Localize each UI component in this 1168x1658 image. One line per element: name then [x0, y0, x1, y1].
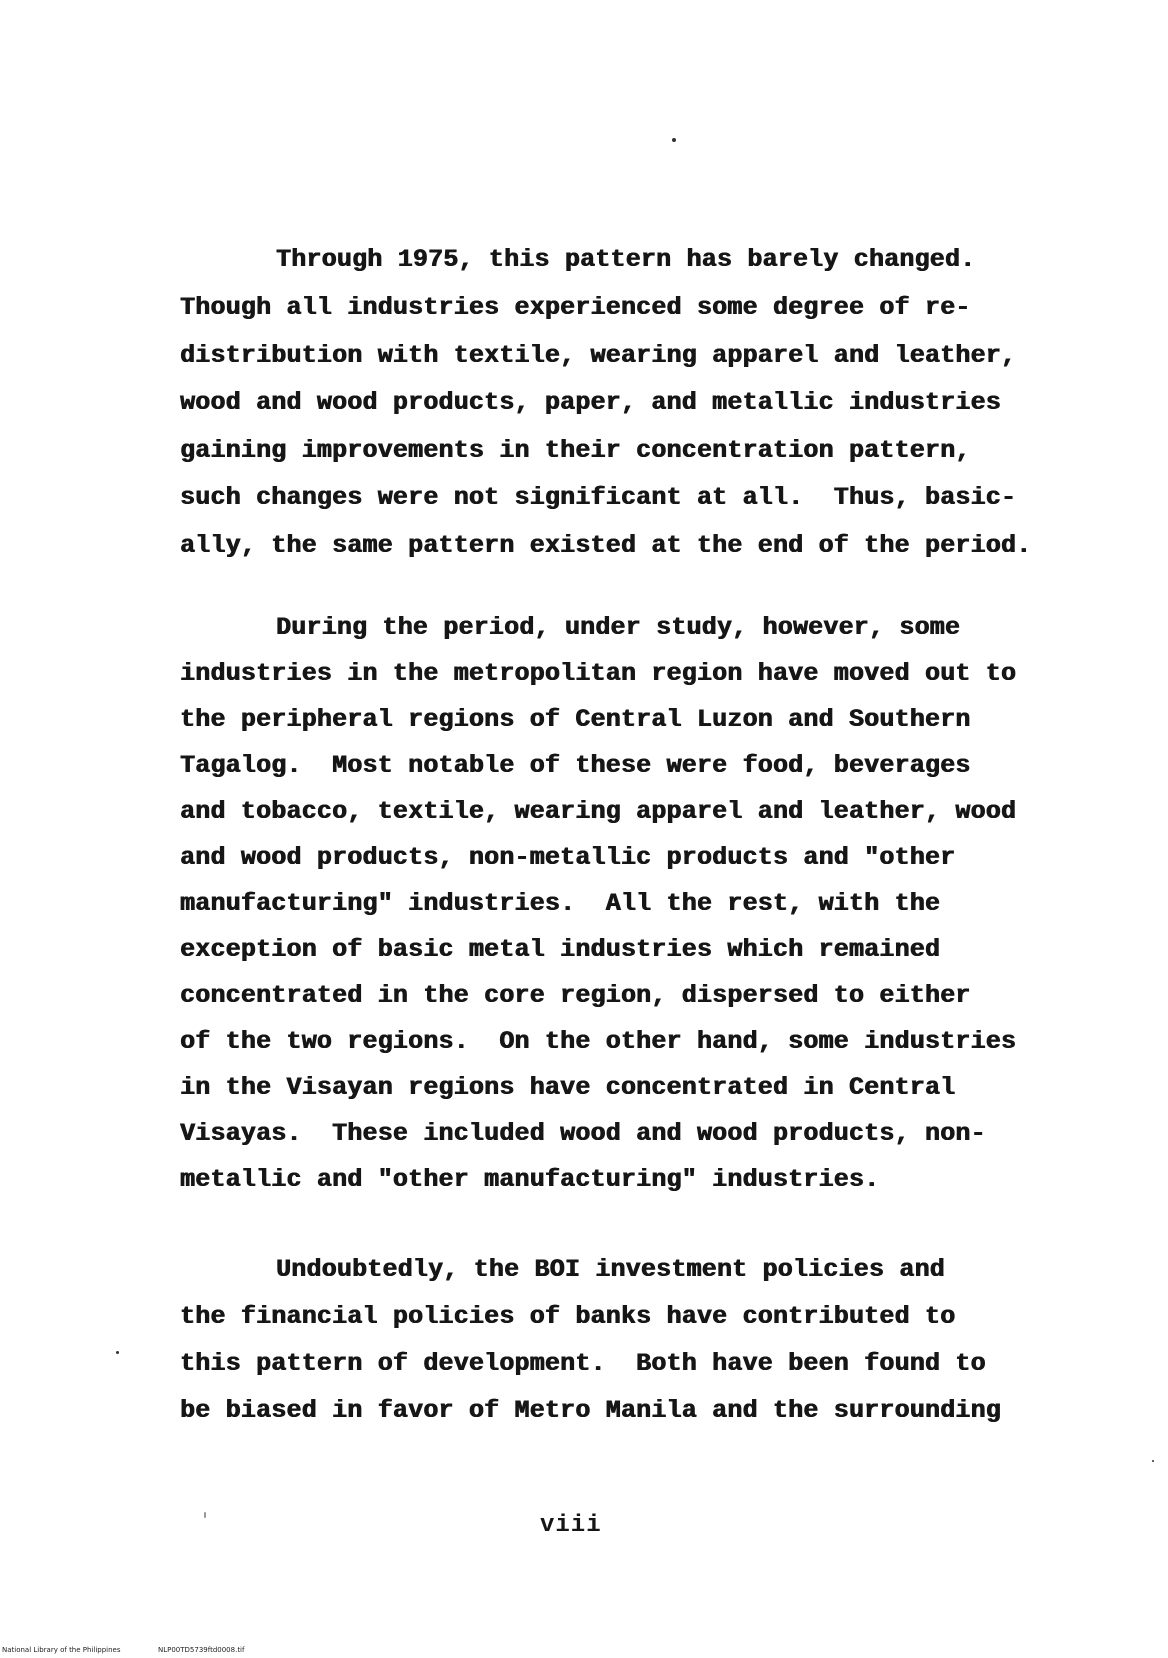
text-line: distribution with textile, wearing apparel and leather, [180, 341, 1017, 370]
text-line: exception of basic metal industries which remained [180, 935, 941, 964]
text-line: Through 1975, this pattern has barely changed. [276, 245, 976, 274]
text-line: and wood products, non-metallic products and "other [180, 843, 956, 872]
text-line: and tobacco, textile, wearing apparel and leather, wood [180, 797, 1017, 826]
text-line: gaining improvements in their concentration pattern, [180, 436, 971, 465]
text-line: metallic and "other manufacturing" industries. [180, 1165, 880, 1194]
text-line: industries in the metropolitan region have moved out to [180, 659, 1017, 688]
scan-speck [116, 1351, 119, 1354]
text-line: such changes were not significant at all. Thus, basic- [180, 483, 1017, 512]
text-line: the financial policies of banks have contributed to [180, 1302, 956, 1331]
text-line: the peripheral regions of Central Luzon and Southern [180, 705, 971, 734]
text-line: this pattern of development. Both have been found to [180, 1349, 986, 1378]
text-line: Visayas. These included wood and wood products, non- [180, 1119, 986, 1148]
text-line: manufacturing" industries. All the rest, with the [180, 889, 941, 918]
text-line: During the period, under study, however, some [276, 613, 961, 642]
scan-speck [1152, 1460, 1154, 1462]
text-line: concentrated in the core region, dispersed to either [180, 981, 971, 1010]
footer-library: National Library of the Philippines [2, 1646, 121, 1654]
text-line: be biased in favor of Metro Manila and the surrounding [180, 1396, 1001, 1425]
footer-filename: NLP00TD5739ftd0008.tif [158, 1646, 245, 1654]
text-line: of the two regions. On the other hand, some industries [180, 1027, 1017, 1056]
text-line: Tagalog. Most notable of these were food, beverages [180, 751, 971, 780]
text-line: ally, the same pattern existed at the end of the period. [180, 531, 1032, 560]
scan-speck [672, 138, 676, 142]
page-number: viii [540, 1512, 602, 1539]
scan-speck [204, 1512, 206, 1518]
text-line: in the Visayan regions have concentrated in Central [180, 1073, 956, 1102]
text-line: Though all industries experienced some degree of re- [180, 293, 971, 322]
text-line: Undoubtedly, the BOI investment policies and [276, 1255, 945, 1284]
text-line: wood and wood products, paper, and metallic industries [180, 388, 1001, 417]
